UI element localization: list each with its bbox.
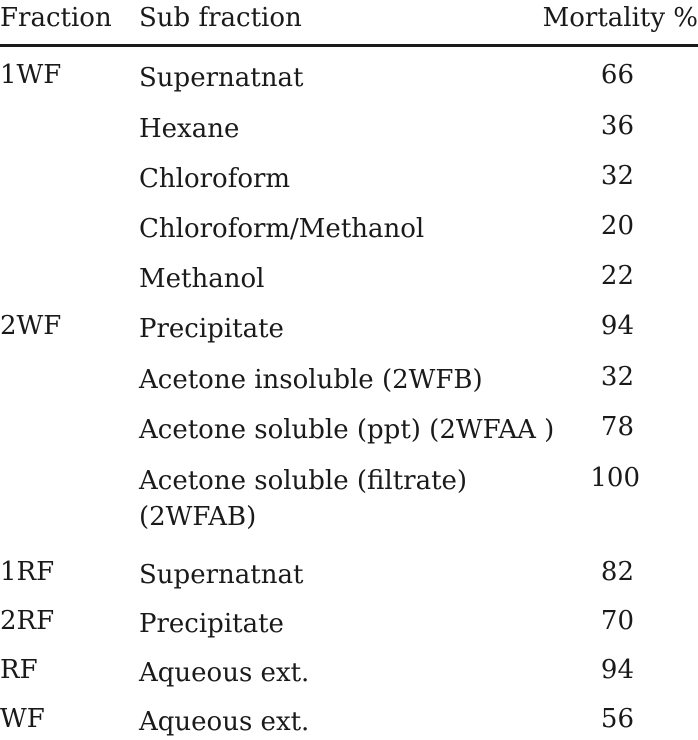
cell-sub-fraction: Precipitate <box>139 609 284 639</box>
cell-mortality: 78 <box>600 412 634 442</box>
header-sub-fraction: Sub fraction <box>139 3 302 33</box>
cell-mortality: 82 <box>600 557 634 587</box>
cell-mortality: 70 <box>600 606 634 636</box>
header-fraction: Fraction <box>0 3 112 33</box>
cell-fraction: 2WF <box>0 311 62 341</box>
cell-mortality: 20 <box>600 211 634 241</box>
cell-mortality: 66 <box>600 60 634 90</box>
cell-fraction: WF <box>0 704 45 734</box>
cell-mortality: 94 <box>600 655 634 685</box>
cell-sub-fraction: Aqueous ext. <box>139 707 310 737</box>
cell-fraction: 1WF <box>0 60 62 90</box>
cell-sub-fraction: Chloroform <box>139 164 291 194</box>
cell-sub-fraction: Methanol <box>139 264 265 294</box>
cell-sub-fraction: Hexane <box>139 114 240 144</box>
cell-sub-fraction-line1: Acetone soluble (filtrate) <box>139 466 468 496</box>
cell-sub-fraction: Aqueous ext. <box>139 658 310 688</box>
cell-sub-fraction: Acetone insoluble (2WFB) <box>139 365 483 395</box>
cell-sub-fraction: Supernatnat <box>139 63 304 93</box>
cell-mortality: 32 <box>600 362 634 392</box>
cell-sub-fraction-line2: (2WFAB) <box>139 502 257 532</box>
cell-sub-fraction: Chloroform/Methanol <box>139 214 425 244</box>
cell-mortality: 56 <box>600 704 634 734</box>
cell-fraction: 2RF <box>0 606 55 636</box>
cell-mortality: 32 <box>600 161 634 191</box>
cell-sub-fraction <box>139 463 467 535</box>
cell-mortality: 36 <box>600 111 634 141</box>
table-header <box>0 0 698 47</box>
header-mortality: Mortality % <box>542 3 698 33</box>
cell-sub-fraction: Acetone soluble (ppt) (2WFAA ) <box>139 415 555 445</box>
cell-sub-fraction: Supernatnat <box>139 560 304 590</box>
cell-mortality: 94 <box>600 311 634 341</box>
cell-mortality: 22 <box>600 261 634 291</box>
cell-fraction: 1RF <box>0 557 55 587</box>
cell-fraction: RF <box>0 655 38 685</box>
cell-sub-fraction: Precipitate <box>139 314 284 344</box>
cell-mortality: 100 <box>590 463 640 493</box>
